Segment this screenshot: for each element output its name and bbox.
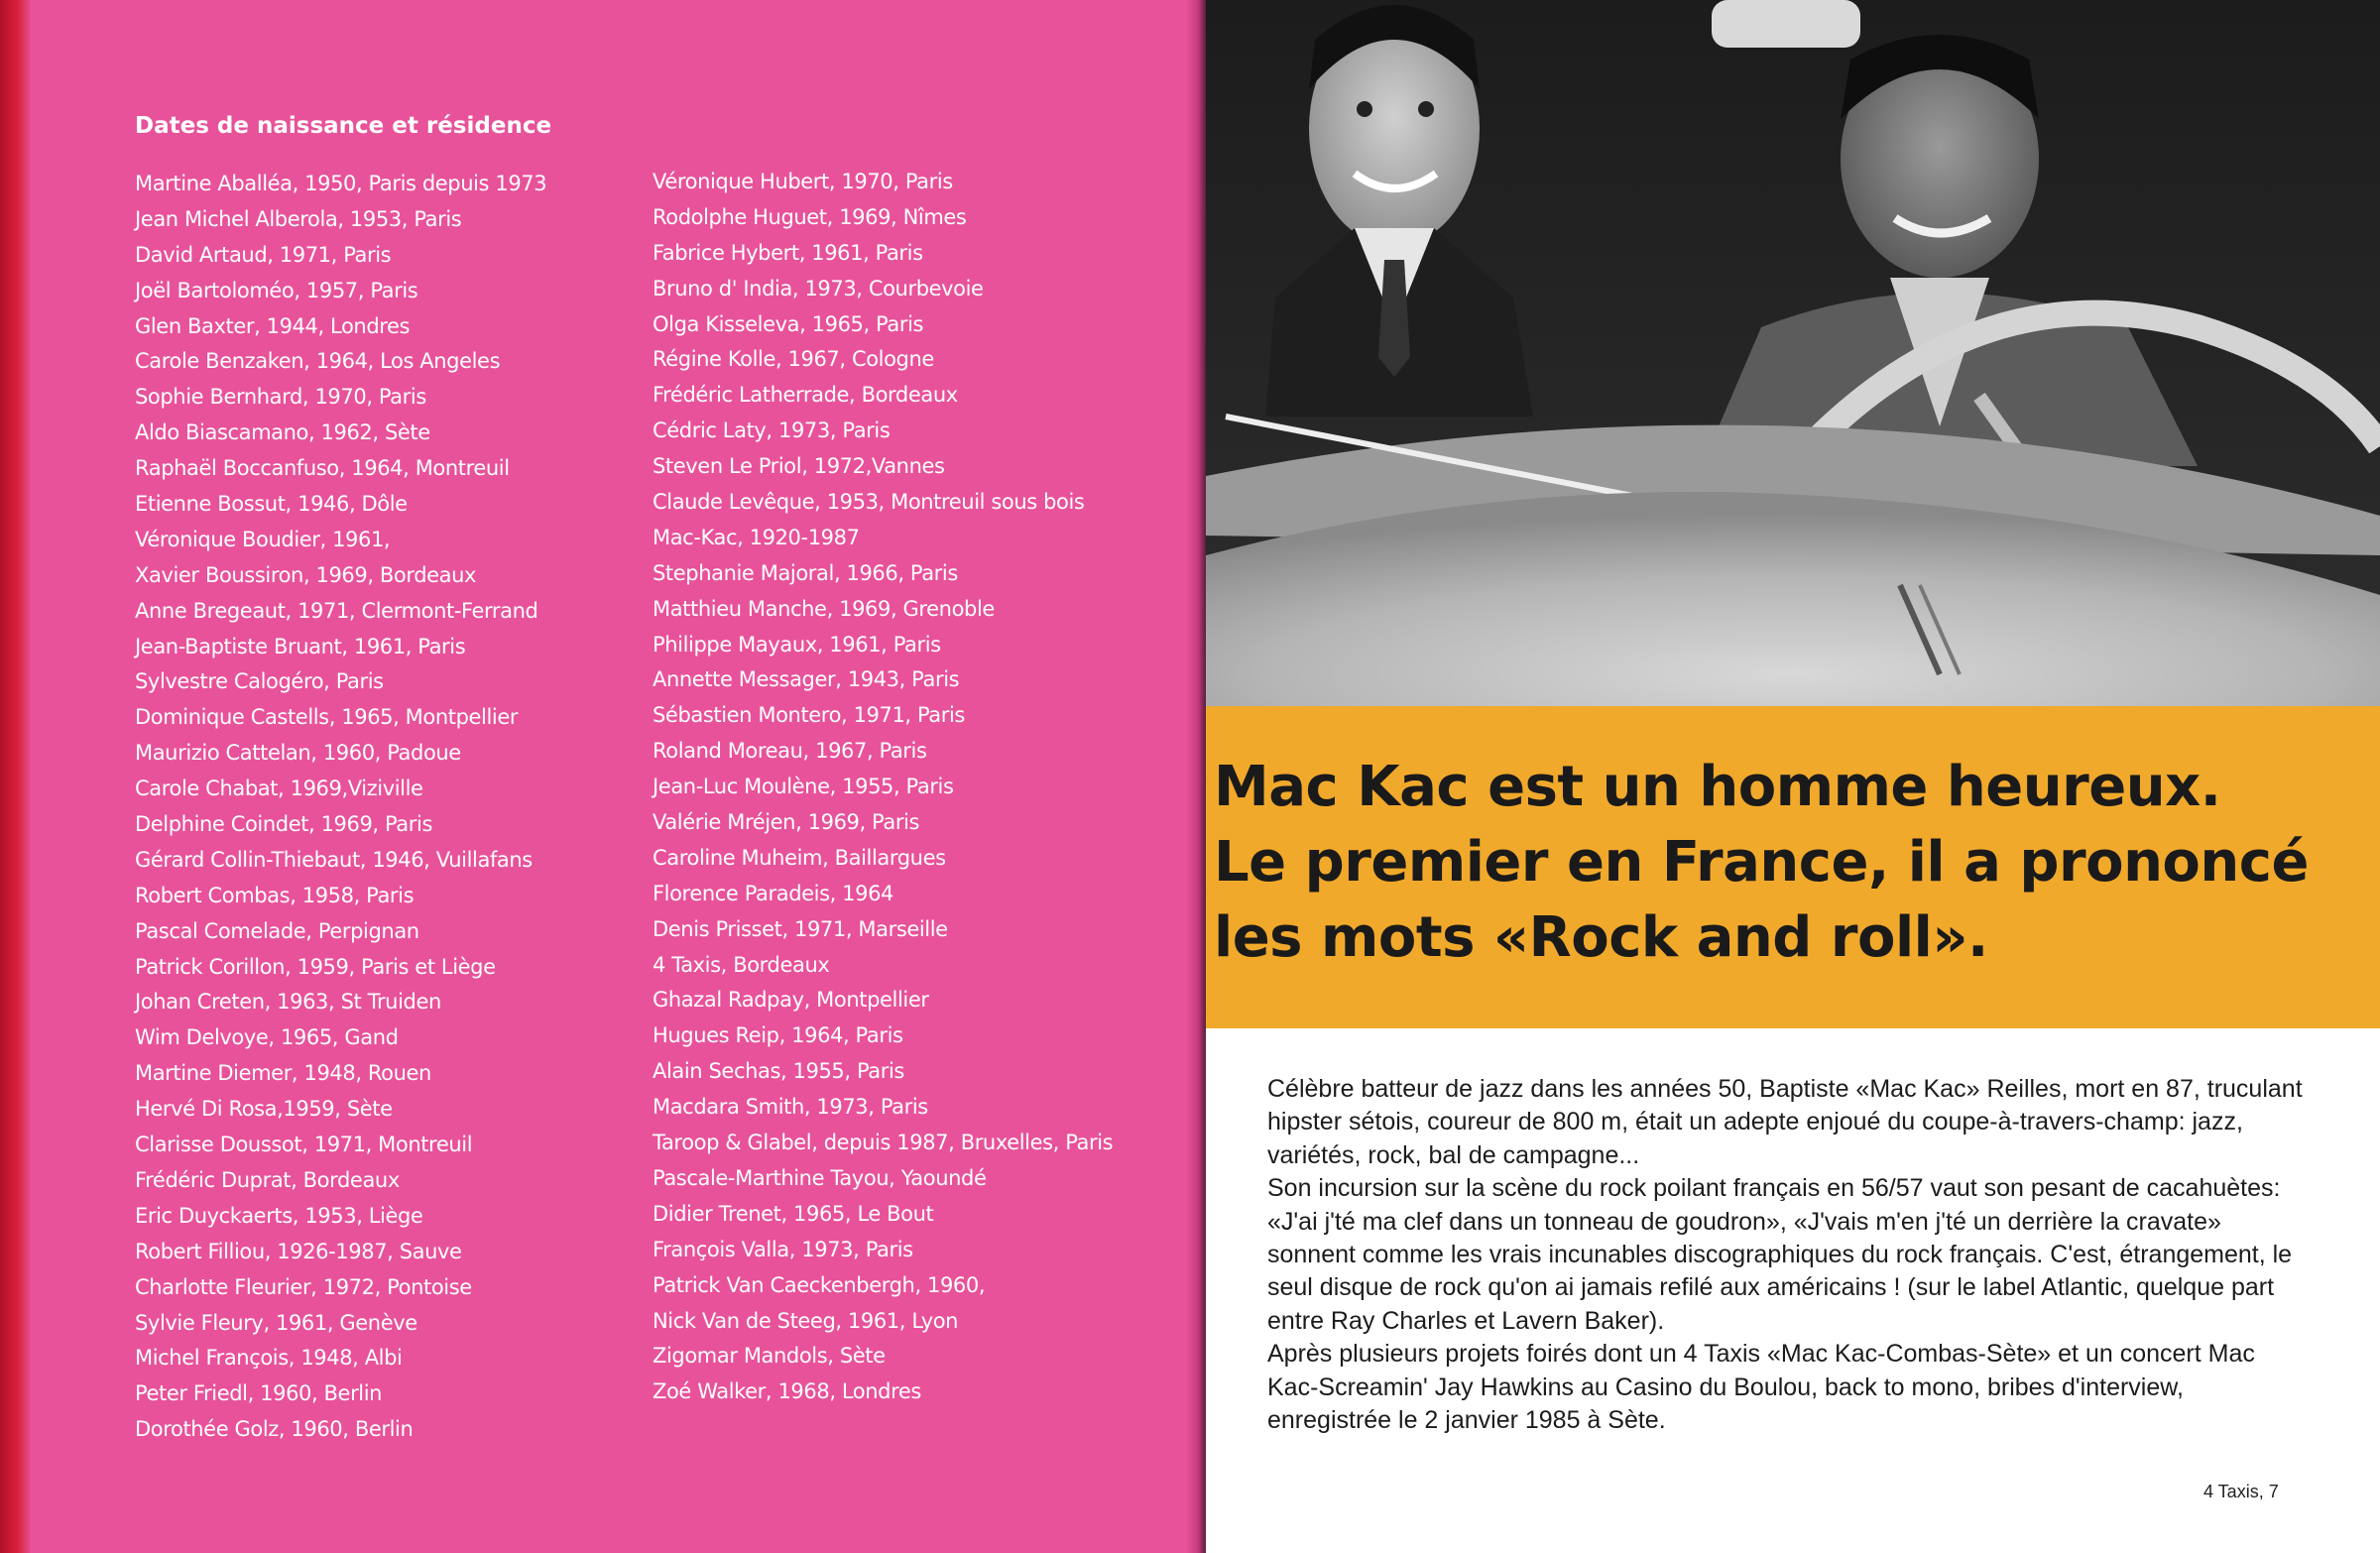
- artist-entry: Patrick Corillon, 1959, Paris et Liège: [135, 954, 496, 979]
- artist-entry: Didier Trenet, 1965, Le Bout: [653, 1201, 934, 1226]
- artist-entry: Zigomar Mandols, Sète: [653, 1344, 886, 1369]
- artist-entry: Johan Creten, 1963, St Truiden: [135, 990, 441, 1015]
- artist-entry: Clarisse Doussot, 1971, Montreuil: [135, 1133, 473, 1157]
- artist-entry: Glen Baxter, 1944, Londres: [135, 313, 411, 338]
- artist-entry: Régine Kolle, 1967, Cologne: [653, 347, 934, 372]
- artist-entry: Xavier Boussiron, 1969, Bordeaux: [135, 562, 477, 587]
- artist-entry: Véronique Hubert, 1970, Paris: [653, 170, 953, 193]
- artist-entry: 4 Taxis, Bordeaux: [653, 952, 830, 977]
- artist-entry: Peter Friedl, 1960, Berlin: [135, 1381, 383, 1406]
- artist-entry: Robert Filliou, 1926-1987, Sauve: [135, 1239, 462, 1263]
- artist-entry: Pascal Comelade, Perpignan: [135, 918, 419, 943]
- artist-entry: Denis Prisset, 1971, Marseille: [653, 916, 948, 941]
- artist-entry: Frédéric Duprat, Bordeaux: [135, 1167, 400, 1192]
- artist-entry: Aldo Biascamano, 1962, Sète: [135, 420, 430, 445]
- artist-entry: Steven Le Priol, 1972,Vannes: [653, 454, 945, 479]
- artist-entry: Macdara Smith, 1973, Paris: [653, 1095, 928, 1120]
- artist-entry: Annette Messager, 1943, Paris: [653, 667, 960, 692]
- artist-entry: Delphine Coindet, 1969, Paris: [135, 812, 432, 837]
- artist-entry: Alain Sechas, 1955, Paris: [653, 1059, 904, 1084]
- artist-entry: Joël Bartoloméo, 1957, Paris: [135, 278, 418, 302]
- artist-entry: Caroline Muheim, Baillargues: [653, 845, 946, 870]
- headline-banner: [1206, 706, 2380, 1028]
- left-page-edge: [0, 0, 30, 1553]
- artist-entry: Valérie Mréjen, 1969, Paris: [653, 810, 920, 835]
- artist-entry: Martine Diemer, 1948, Rouen: [135, 1061, 431, 1086]
- artist-entry: Mac-Kac, 1920-1987: [653, 525, 860, 549]
- headline-line: Le premier en France, il a prononcé: [1214, 830, 2309, 895]
- photo-two-men-in-car: [1206, 0, 2380, 706]
- page-number: 4 Taxis, 7: [2203, 1482, 2279, 1501]
- artist-entry: Ghazal Radpay, Montpellier: [653, 988, 929, 1013]
- artist-entry: Frédéric Latherrade, Bordeaux: [653, 383, 958, 408]
- artist-entry: Charlotte Fleurier, 1972, Pontoise: [135, 1274, 472, 1299]
- artist-entry: Jean-Baptiste Bruant, 1961, Paris: [135, 634, 466, 658]
- artist-entry: François Valla, 1973, Paris: [653, 1237, 913, 1261]
- artist-entry: Carole Chabat, 1969,Viziville: [135, 776, 423, 801]
- artist-entry: Stephanie Majoral, 1966, Paris: [653, 560, 958, 585]
- artist-entry: Hugues Reip, 1964, Paris: [653, 1023, 903, 1048]
- artist-list-column-1: [135, 167, 546, 1448]
- artist-entry: Michel François, 1948, Albi: [135, 1346, 403, 1371]
- right-page: [1206, 0, 2380, 1553]
- artist-entry: Jean-Luc Moulène, 1955, Paris: [653, 775, 954, 799]
- article-paragraph: Après plusieurs projets foirés dont un 4 Taxis «Mac Kac-Combas-Sète» et un concert Mac Kac-Screamin' Jay Hawkins au Casino du Boulou, back to mono, bribes d'interview, enregistrée le 2 janvier 1985 à Sète.: [1267, 1340, 2255, 1435]
- artist-entry: Anne Bregeaut, 1971, Clermont-Ferrand: [135, 598, 538, 623]
- artist-entry: Taroop & Glabel, depuis 1987, Bruxelles, Paris: [653, 1131, 1114, 1155]
- artist-entry: Sophie Bernhard, 1970, Paris: [135, 385, 426, 410]
- artist-entry: Dominique Castells, 1965, Montpellier: [135, 705, 519, 730]
- artist-entry: Martine Aballéa, 1950, Paris depuis 1973: [135, 172, 547, 195]
- article-paragraph: Célèbre batteur de jazz dans les années 50, Baptiste «Mac Kac» Reilles, mort en 87, truculant hipster sétois, coureur de 800 m, était un adepte enjoué du coupe-à-travers-champ: jazz, variétés, rock, bal de campagne...: [1267, 1075, 2303, 1169]
- artist-entry: Etienne Bossut, 1946, Dôle: [135, 492, 408, 517]
- artist-entry: Dorothée Golz, 1960, Berlin: [135, 1417, 414, 1442]
- artist-entry: Carole Benzaken, 1964, Los Angeles: [135, 349, 501, 374]
- artist-entry: Cédric Laty, 1973, Paris: [653, 418, 891, 443]
- headline: [1214, 750, 2309, 976]
- article-body: [1267, 1073, 2309, 1437]
- artist-list-column-2: [653, 165, 1113, 1410]
- artist-entry: Florence Paradeis, 1964: [653, 881, 894, 905]
- headline-line: les mots «Rock and roll».: [1214, 905, 1988, 970]
- artist-entry: Claude Levêque, 1953, Montreuil sous bois: [653, 490, 1085, 515]
- artist-entry: Eric Duyckaerts, 1953, Liège: [135, 1203, 423, 1228]
- page-gutter: [1186, 0, 1206, 1553]
- artist-entry: Raphaël Boccanfuso, 1964, Montreuil: [135, 456, 510, 481]
- artist-entry: Sylvestre Calogéro, Paris: [135, 669, 384, 694]
- artist-entry: Robert Combas, 1958, Paris: [135, 883, 415, 907]
- artist-entry: Philippe Mayaux, 1961, Paris: [653, 632, 941, 657]
- artist-entry: Matthieu Manche, 1969, Grenoble: [653, 596, 995, 621]
- artist-entry: Olga Kisseleva, 1965, Paris: [653, 311, 924, 336]
- artist-entry: Gérard Collin-Thiebaut, 1946, Vuillafans: [135, 847, 533, 872]
- artist-entry: Bruno d' India, 1973, Courbevoie: [653, 276, 984, 300]
- artist-entry: Pascale-Marthine Tayou, Yaoundé: [653, 1165, 987, 1190]
- artist-entry: Sébastien Montero, 1971, Paris: [653, 703, 965, 728]
- headline-line: Mac Kac est un homme heureux.: [1214, 755, 2221, 819]
- article-paragraph: Son incursion sur la scène du rock poilant français en 56/57 vaut son pesant de cacahuètes: «J'ai j'té ma clef dans un tonneau de goudron», «J'vais m'en j'té un derrière la cravate» sonnent comme les vrais incunables discographiques du rock français. C'est, étrangement, le seul disque de rock qu'on ai jamais refilé aux américains ! (sur le label Atlantic, quelque part entre Ray Charles et Lavern Baker).: [1267, 1174, 2293, 1335]
- artist-entry: Nick Van de Steeg, 1961, Lyon: [653, 1308, 959, 1333]
- artist-entry: Hervé Di Rosa,1959, Sète: [135, 1097, 393, 1122]
- artist-entry: Patrick Van Caeckenbergh, 1960,: [653, 1272, 986, 1297]
- artist-entry: Fabrice Hybert, 1961, Paris: [653, 240, 923, 265]
- artist-entry: Zoé Walker, 1968, Londres: [653, 1379, 921, 1404]
- photo-illustration: [1206, 0, 2380, 706]
- artist-entry: Sylvie Fleury, 1961, Genève: [135, 1310, 417, 1335]
- artist-entry: Maurizio Cattelan, 1960, Padoue: [135, 741, 461, 766]
- artist-entry: David Artaud, 1971, Paris: [135, 242, 392, 267]
- artist-entry: Wim Delvoye, 1965, Gand: [135, 1025, 399, 1050]
- artist-entry: Jean Michel Alberola, 1953, Paris: [135, 206, 462, 231]
- artist-entry: Véronique Boudier, 1961,: [135, 527, 391, 551]
- artist-entry: Roland Moreau, 1967, Paris: [653, 739, 927, 764]
- artist-entry: Rodolphe Huguet, 1969, Nîmes: [653, 204, 967, 229]
- left-page-heading: Dates de naissance et résidence: [135, 113, 552, 139]
